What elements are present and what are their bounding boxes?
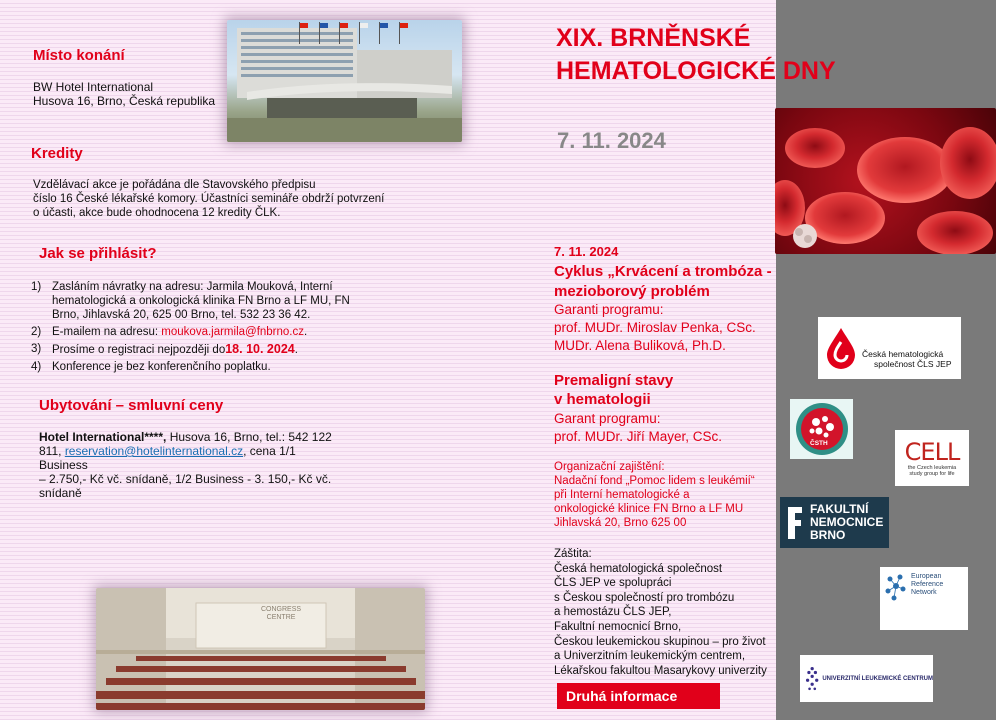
- item-number: 2): [31, 326, 42, 338]
- item-number: 1): [31, 281, 42, 293]
- hotel-photo: [227, 20, 462, 142]
- register-item: [31, 280, 376, 322]
- event-date-large: 7. 11. 2024: [557, 128, 666, 153]
- register-heading: Jak se přihlásit?: [39, 245, 157, 262]
- chs-line: Česká hematologická: [862, 349, 944, 359]
- patronage-info: [554, 547, 776, 678]
- hall-sign-line: CENTRE: [266, 614, 296, 621]
- chs-line: společnost ČLS JEP: [874, 359, 952, 369]
- org-line: Nadační fond „Pomoc lidem s leukémií“: [554, 475, 755, 487]
- patronage-line: a hemostázu ČLS JEP,: [554, 606, 672, 619]
- csth-emblem-icon: [792, 400, 852, 458]
- chs-logo-text: [862, 349, 951, 369]
- ulc-dots-icon: [805, 659, 819, 699]
- hall-sign: [261, 606, 301, 622]
- lodging-line: snídaně: [39, 486, 82, 500]
- guarantor-name: prof. MUDr. Jiří Mayer, CSc.: [554, 429, 723, 444]
- item-suffix: .: [304, 326, 308, 338]
- cell-logo-text: CELL: [904, 437, 960, 466]
- patronage-line: a Univerzitním leukemickým centrem,: [554, 650, 746, 663]
- session2-title: [554, 371, 673, 409]
- ulc-logo: [800, 655, 933, 702]
- session2-guarantor: [554, 410, 722, 446]
- item-line: hematologická a onkologická klinika FN Brno a LF MU, FN: [52, 295, 350, 307]
- patronage-line: Záštita:: [554, 548, 592, 560]
- credits-line: Vzdělávací akce je pořádána dle Stavovského předpisu: [33, 179, 316, 191]
- patronage-line: s Českou společností pro trombózu: [554, 591, 735, 604]
- deadline-date: 18. 10. 2024: [225, 342, 295, 356]
- lodging-price: , cena 1/1 Business: [39, 444, 296, 472]
- register-item: [31, 360, 376, 374]
- lodging-phone-end: 811,: [39, 444, 65, 458]
- register-item: [31, 342, 376, 357]
- venue-address: [33, 80, 215, 108]
- registration-email-link[interactable]: moukova.jarmila@fnbrno.cz: [161, 326, 304, 338]
- venue-line: BW Hotel International: [33, 80, 154, 94]
- fn-line: FAKULTNÍ: [810, 502, 869, 516]
- hotel-name: Hotel International****,: [39, 430, 167, 444]
- hall-sign-line: CONGRESS: [261, 606, 302, 613]
- cell-tagline: [908, 465, 956, 478]
- ern-text: [911, 573, 943, 597]
- org-line: při Interní hematologické a: [554, 489, 690, 501]
- cell-logo: [895, 430, 969, 486]
- org-line: Organizační zajištění:: [554, 461, 665, 473]
- patronage-line: ČLS JEP ve spolupráci: [554, 577, 672, 590]
- program-guarantors: [554, 301, 756, 355]
- org-line: Jihlavská 20, Brno 625 00: [554, 517, 687, 529]
- item-suffix: .: [294, 344, 298, 356]
- session2-line: Premaligní stavy: [554, 372, 674, 389]
- chs-logo: [818, 317, 961, 379]
- item-line: Brno, Jihlavská 20, 625 00 Brno, tel. 532 23 36 42.: [52, 309, 311, 321]
- event-title: [556, 22, 836, 88]
- lodging-line: [39, 444, 339, 472]
- fn-brno-logo: [780, 497, 889, 548]
- credits-line: o účasti, akce bude ohodnocena 12 kredity ČLK.: [33, 207, 281, 219]
- chs-drop-icon: [824, 326, 858, 370]
- register-list: [31, 280, 376, 377]
- ulc-text: UNIVERZITNÍ LEUKEMICKÉ CENTRUM: [822, 675, 933, 682]
- cycle-line: mezioborový problém: [554, 283, 710, 300]
- guarantor-name: prof. MUDr. Miroslav Penka, CSc.: [554, 320, 756, 335]
- ern-line: Reference: [911, 581, 944, 588]
- ern-line: European: [911, 573, 942, 580]
- lodging-text: [39, 430, 339, 500]
- csth-text: ČSTH: [810, 440, 828, 447]
- guarantors-label: Garanti programu:: [554, 302, 664, 317]
- credits-heading: Kredity: [31, 145, 83, 162]
- guarantor-name: MUDr. Alena Buliková, Ph.D.: [554, 338, 726, 353]
- venue-line: Husova 16, Brno, Česká republika: [33, 94, 216, 108]
- lodging-line: – 2.750,- Kč vč. snídaně, 1/2 Business - 3. 150,- Kč vč.: [39, 472, 332, 486]
- patronage-line: Česká hematologická společnost: [554, 562, 723, 575]
- org-line: onkologické klinice FN Brno a LF MU: [554, 503, 744, 515]
- fn-line: BRNO: [810, 528, 846, 542]
- ern-logo: [880, 567, 968, 630]
- venue-heading: Místo konání: [33, 47, 125, 64]
- ern-line: Network: [911, 589, 937, 596]
- conference-hall-photo: [96, 588, 425, 710]
- title-line: HEMATOLOGICKÉ DNY: [556, 57, 836, 85]
- blood-cells-image: [775, 108, 996, 254]
- lodging-line: [39, 430, 339, 444]
- patronage-line: Lékařskou fakultou Masarykovy univerzity: [554, 664, 767, 677]
- session2-line: v hematologii: [554, 391, 651, 408]
- fn-line: NEMOCNICE: [810, 515, 884, 529]
- item-text: E-mailem na adresu:: [52, 326, 162, 338]
- cell-tagline-line: study group for life: [909, 471, 955, 477]
- ern-network-icon: [884, 573, 908, 603]
- program-cycle: [554, 262, 772, 302]
- register-item: [31, 325, 376, 339]
- item-number: 4): [31, 361, 42, 373]
- cycle-line: Cyklus „Krvácení a trombóza -: [554, 263, 772, 280]
- csth-logo: [790, 399, 853, 459]
- patronage-line: Českou leukemickou skupinou – pro život: [554, 635, 766, 648]
- fn-brno-text: [810, 503, 883, 542]
- fn-brno-emblem-icon: [786, 503, 806, 543]
- patronage-line: Fakultní nemocnicí Brno,: [554, 620, 682, 633]
- item-text: Prosíme o registraci nejpozději do: [52, 344, 226, 356]
- title-line: XIX. BRNĚNSKÉ: [556, 24, 751, 52]
- credits-line: číslo 16 České lékařské komory. Účastníci semináře obdrží potvrzení: [33, 193, 385, 205]
- cell-tagline-line: the Czech leukemia: [907, 464, 957, 471]
- hotel-email-link[interactable]: reservation@hotelinternational.cz: [64, 444, 244, 458]
- item-text: Konference je bez konferenčního poplatku.: [52, 361, 271, 373]
- hotel-address: Husova 16, Brno, tel.: 542 122: [166, 430, 332, 444]
- lodging-heading: Ubytování – smluvní ceny: [39, 397, 224, 414]
- item-number: 3): [31, 343, 42, 355]
- item-line: Zasláním návratky na adresu: Jarmila Mouková, Interní: [52, 281, 333, 293]
- organization-info: [554, 460, 755, 530]
- program-date: 7. 11. 2024: [554, 244, 619, 259]
- second-info-button[interactable]: Druhá informace: [557, 683, 720, 709]
- credits-text: [33, 178, 384, 220]
- guarantor-label: Garant programu:: [554, 411, 661, 426]
